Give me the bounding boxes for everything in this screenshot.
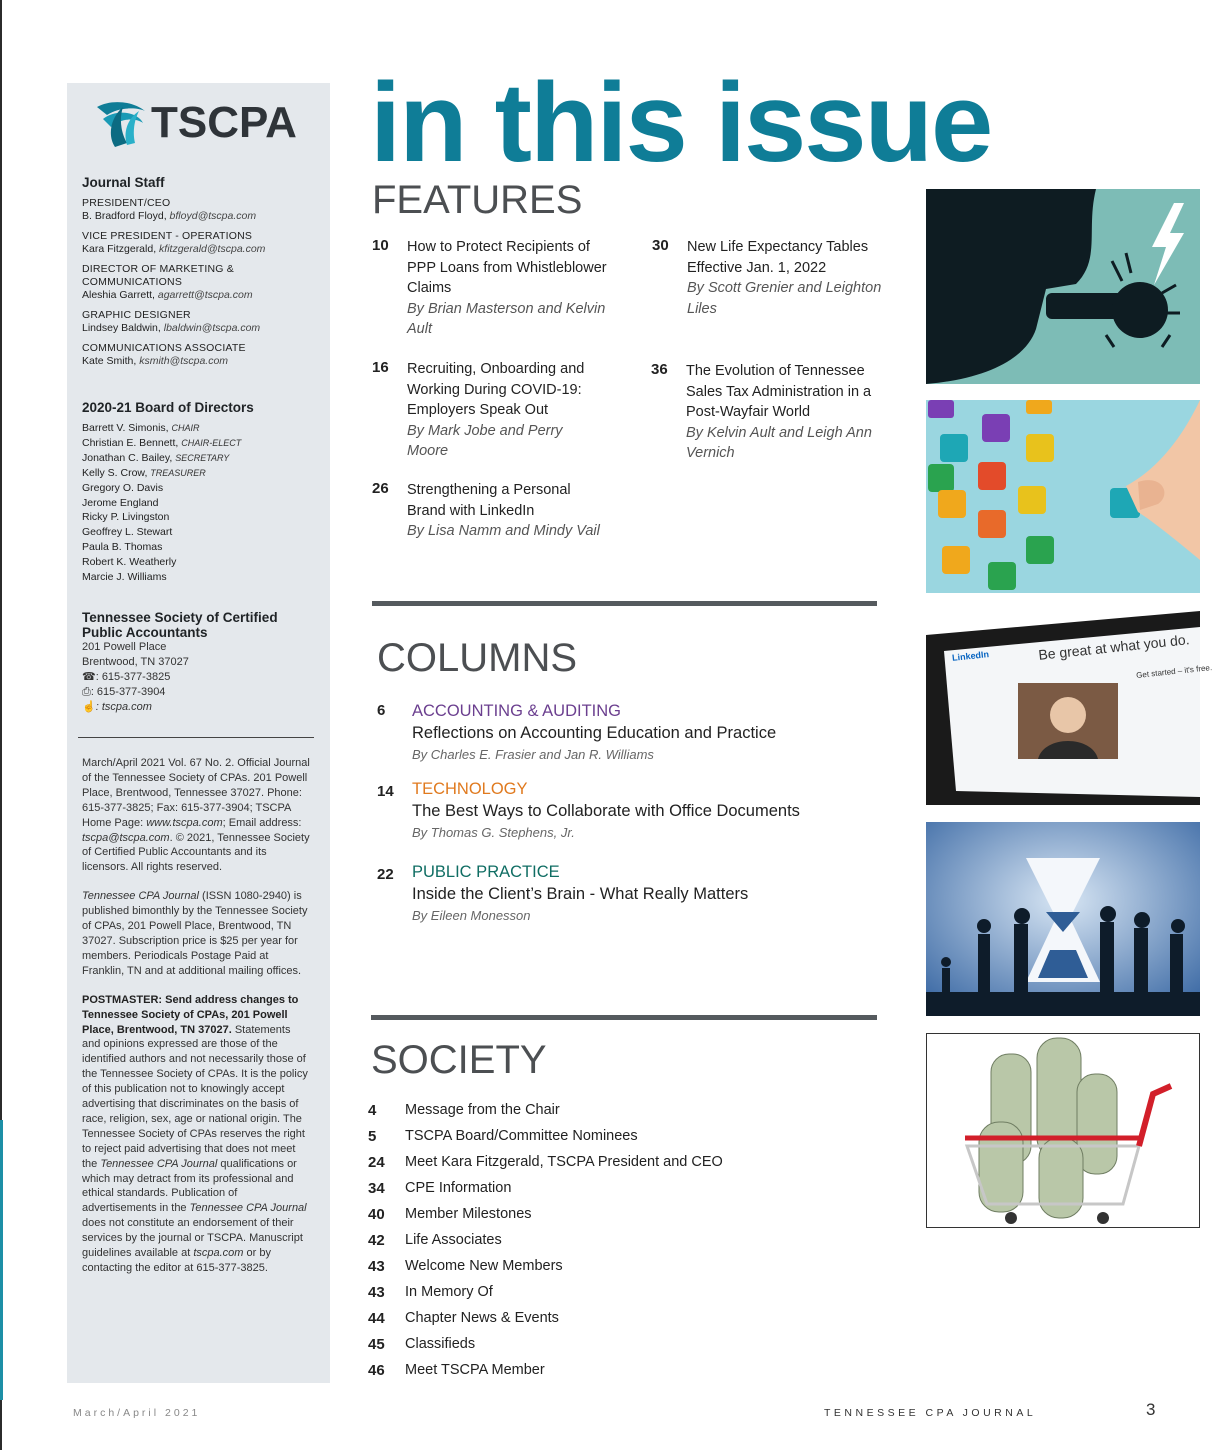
- feature-page-number: 16: [372, 359, 389, 376]
- staff-email[interactable]: bfloyd@tscpa.com: [169, 210, 257, 222]
- society-page-number: 24: [368, 1154, 385, 1171]
- society-label: Classifieds: [405, 1336, 476, 1352]
- board-member-name: Gregory O. Davis: [82, 481, 164, 494]
- board-member-name: Jonathan C. Bailey: [82, 451, 170, 464]
- feature-byline: By Mark Jobe and Perry Moore: [407, 422, 563, 459]
- staff-role: PRESIDENT/CEO: [82, 197, 171, 209]
- tscpa-logo: [93, 97, 313, 149]
- board-member-role: TREASURER: [150, 467, 206, 478]
- feature-page-number: 36: [651, 361, 668, 378]
- board-member-name: Kelly S. Crow: [82, 466, 145, 479]
- feature-byline: By Brian Masterson and Kelvin Ault: [407, 300, 606, 337]
- staff-member: [82, 263, 322, 302]
- column-byline: By Charles E. Frasier and Jan R. Williams: [412, 747, 654, 762]
- journal-staff: [82, 175, 322, 368]
- society-page-number: 4: [368, 1102, 377, 1119]
- staff-email[interactable]: ksmith@tscpa.com: [139, 355, 229, 367]
- money-cart-image: [926, 1033, 1200, 1228]
- society-label: Meet TSCPA Member: [405, 1362, 545, 1378]
- column-title: The Best Ways to Collaborate with Office Documents: [412, 802, 800, 820]
- board-member-name: Geoffrey L. Stewart: [82, 526, 173, 539]
- column-body: [412, 778, 882, 844]
- staff-role: DIRECTOR OF MARKETING & COMMUNICATIONS: [82, 263, 234, 288]
- society-item[interactable]: [368, 1230, 868, 1256]
- footer-issue-date: March/April 2021: [73, 1407, 201, 1419]
- board-member-role: CHAIR-ELECT: [181, 437, 242, 448]
- board-member-name: Marcie J. Williams: [82, 571, 167, 584]
- society-name-2: Public Accountants: [82, 625, 208, 640]
- board-member-role: SECRETARY: [175, 452, 230, 463]
- society-page-number: 42: [368, 1232, 385, 1249]
- board-member: [82, 481, 322, 496]
- feature-body: [407, 237, 607, 340]
- column-page-number: 6: [377, 702, 386, 719]
- society-page-number: 45: [368, 1336, 385, 1353]
- society-name-1: Tennessee Society of Certified: [82, 610, 278, 625]
- board-member: [82, 496, 322, 511]
- column-title: Reflections on Accounting Education and Practice: [412, 724, 777, 742]
- staff-name-line: Lindsey Baldwin, lbaldwin@tscpa.com: [82, 322, 261, 334]
- staff-name-line: Kate Smith, ksmith@tscpa.com: [82, 355, 229, 367]
- staff-name: B. Bradford Floyd: [82, 210, 164, 222]
- feature-byline: By Lisa Namm and Mindy Vail: [407, 523, 600, 539]
- board-member-name: Robert K. Weatherly: [82, 556, 177, 569]
- column-category: ACCOUNTING & AUDITING: [412, 702, 622, 720]
- staff-role: COMMUNICATIONS ASSOCIATE: [82, 342, 246, 354]
- column-byline: By Eileen Monesson: [412, 908, 531, 923]
- feature-title: The Evolution of Tennessee Sales Tax Administration in a Post-Wayfair World: [686, 363, 872, 420]
- features-heading: FEATURES: [372, 178, 583, 222]
- page-edge-accent: [0, 1120, 3, 1400]
- feature-page-number: 30: [652, 237, 669, 254]
- board-member: Jonathan C. Bailey, SECRETARY: [82, 451, 230, 464]
- society-item[interactable]: [368, 1282, 868, 1308]
- society-item[interactable]: [368, 1334, 868, 1360]
- linkedin-tagline: Be great at what you do.: [1037, 631, 1191, 663]
- whistleblower-image: [926, 189, 1200, 384]
- feature-title: How to Protect Recipients of PPP Loans from Whistleblower Claims: [407, 239, 607, 296]
- society-list: [368, 1100, 868, 1386]
- tscpa-logo-icon: [93, 97, 149, 149]
- staff-email[interactable]: kfitzgerald@tscpa.com: [159, 243, 266, 255]
- tscpa-logo-text: TSCPA: [151, 98, 297, 147]
- society-phone: ☎: 615-377-3825: [82, 671, 171, 683]
- society-page-number: 40: [368, 1206, 385, 1223]
- column-byline: By Thomas G. Stephens, Jr.: [412, 825, 575, 840]
- staff-member: [82, 342, 322, 368]
- staff-email[interactable]: agarrett@tscpa.com: [157, 289, 253, 301]
- board-member: Christian E. Bennett, CHAIR-ELECT: [82, 436, 242, 449]
- feature-title: New Life Expectancy Tables Effective Jan. 1, 2022: [687, 239, 869, 276]
- column-category: PUBLIC PRACTICE: [412, 863, 560, 881]
- society-item[interactable]: [368, 1152, 868, 1178]
- columns-heading: COLUMNS: [377, 636, 578, 680]
- society-page-number: 44: [368, 1310, 385, 1327]
- features-divider: [372, 601, 877, 606]
- feature-byline: By Kelvin Ault and Leigh Ann Vernich: [686, 424, 872, 461]
- society-label: Life Associates: [405, 1232, 502, 1248]
- society-label: Chapter News & Events: [405, 1310, 559, 1326]
- board-member: [82, 540, 322, 555]
- board-member-name: Barrett V. Simonis: [82, 422, 166, 434]
- society-label: CPE Information: [405, 1180, 512, 1196]
- staff-role: VICE PRESIDENT - OPERATIONS: [82, 230, 253, 242]
- society-label: TSCPA Board/Committee Nominees: [405, 1128, 638, 1144]
- linkedin-logo: LinkedIn: [951, 649, 990, 663]
- board-member: Kelly S. Crow, TREASURER: [82, 466, 206, 479]
- legal-paragraph-3: POSTMASTER: Send address changes to Tennessee Society of CPAs, 201 Powell Place, Brentwood, TN 37027. Statements and opinions expressed are those of the identified authors and not necessarily those of the Tennessee Society of CPAs. It is the policy of this publication not to knowingly accept advertising that discriminates on the basis of race, religion, sex, age or national origin. The Tennessee Society of CPAs reserves the right to reject paid advertising that does not meet the Tennessee CPA Journal qualifications or which may detract from its professional and ethical standards. Publication of advertisements in the Tennessee CPA Journal does not constitute an endorsement of their services by the journal or TSCPA. Manuscript guidelines available at tscpa.com or by contacting the editor at 615-377-3825.: [82, 993, 308, 1274]
- board-member-role: CHAIR: [171, 423, 200, 433]
- staff-name: Lindsey Baldwin: [82, 322, 158, 334]
- society-item[interactable]: [368, 1100, 868, 1126]
- feature-body: [687, 237, 887, 319]
- page-title: in this issue: [370, 60, 992, 185]
- feature-body: [407, 480, 607, 542]
- page-number: 3: [1146, 1400, 1156, 1419]
- board-member-name: Paula B. Thomas: [82, 541, 163, 554]
- sidebar-divider: [78, 737, 314, 738]
- society-heading: SOCIETY: [371, 1038, 547, 1082]
- society-fax: ⎙: 615-377-3904: [82, 686, 166, 698]
- society-page-number: 34: [368, 1180, 385, 1197]
- sidebar: [67, 83, 330, 1383]
- staff-name: Kara Fitzgerald: [82, 243, 154, 255]
- society-label: Message from the Chair: [405, 1102, 560, 1118]
- society-label: Member Milestones: [405, 1206, 532, 1222]
- staff-name-line: B. Bradford Floyd, bfloyd@tscpa.com: [82, 210, 257, 222]
- society-address-2: Brentwood, TN 37027: [82, 656, 189, 668]
- staff-member: [82, 309, 322, 335]
- society-item[interactable]: [368, 1360, 868, 1386]
- staff-heading: Journal Staff: [82, 175, 165, 190]
- staff-name-line: Kara Fitzgerald, kfitzgerald@tscpa.com: [82, 243, 266, 255]
- society-web[interactable]: ☝: tscpa.com: [82, 701, 152, 713]
- society-item[interactable]: [368, 1126, 868, 1152]
- feature-page-number: 26: [372, 480, 389, 497]
- column-category: TECHNOLOGY: [412, 780, 528, 798]
- board-member-name: Christian E. Bennett: [82, 436, 176, 449]
- board-member: Barrett V. Simonis, CHAIR: [82, 422, 200, 434]
- feature-byline: By Scott Grenier and Leighton Liles: [687, 280, 882, 317]
- society-item[interactable]: [368, 1178, 868, 1204]
- society-label: Welcome New Members: [405, 1258, 563, 1274]
- feature-body: [686, 361, 886, 464]
- feature-body: [407, 359, 607, 462]
- staff-member: [82, 197, 322, 223]
- society-item[interactable]: [368, 1308, 868, 1334]
- footer-journal-name: TENNESSEE CPA JOURNAL: [824, 1407, 1037, 1419]
- hourglass-walkers-image: [926, 822, 1200, 1016]
- linkedin-tablet-image: [926, 611, 1213, 805]
- column-page-number: 22: [377, 866, 394, 883]
- fax-icon: ⎙: [82, 686, 91, 698]
- society-page-number: 46: [368, 1362, 385, 1379]
- society-item[interactable]: [368, 1256, 868, 1282]
- society-page-number: 5: [368, 1128, 377, 1145]
- column-body: [412, 700, 882, 766]
- board-member-name: Ricky P. Livingston: [82, 511, 170, 524]
- society-item[interactable]: [368, 1204, 868, 1230]
- feature-title: Strengthening a Personal Brand with LinkedIn: [407, 482, 571, 519]
- board-heading: 2020-21 Board of Directors: [82, 400, 254, 415]
- staff-email[interactable]: lbaldwin@tscpa.com: [163, 322, 261, 334]
- society-label: Meet Kara Fitzgerald, TSCPA President and CEO: [405, 1154, 723, 1170]
- board-member-name: Jerome England: [82, 496, 159, 509]
- legal-text: [82, 756, 310, 1276]
- society-label: In Memory Of: [405, 1284, 493, 1300]
- society-address-1: 201 Powell Place: [82, 641, 167, 653]
- board-of-directors: [82, 400, 322, 585]
- board-member: [82, 510, 322, 525]
- feature-title: Recruiting, Onboarding and Working During COVID-19: Employers Speak Out: [407, 361, 585, 418]
- legal-paragraph-1: March/April 2021 Vol. 67 No. 2. Official Journal of the Tennessee Society of CPAs. 201 Powell Place, Brentwood, Tennessee 37027. Phone: 615-377-3825; Fax: 615-377-3904; TSCPA Home Page: www.tscpa.com; Email address: tscpa@tscpa.com. © 2021, Tennessee Society of Certified Public Accountants and its licensors. All rights reserved.: [82, 757, 310, 874]
- columns-divider: [371, 1015, 877, 1020]
- linkedin-cta: Get started – it's free.: [1135, 663, 1213, 680]
- column-page-number: 14: [377, 783, 394, 800]
- board-member: [82, 555, 322, 570]
- society-page-number: 43: [368, 1258, 385, 1275]
- society-page-number: 43: [368, 1284, 385, 1301]
- staff-role: GRAPHIC DESIGNER: [82, 309, 191, 321]
- board-member: [82, 525, 322, 540]
- column-title: Inside the Client’s Brain - What Really Matters: [412, 885, 749, 903]
- people-blocks-image: [926, 400, 1200, 593]
- staff-name: Aleshia Garrett: [82, 289, 153, 301]
- board-member: [82, 570, 322, 585]
- feature-page-number: 10: [372, 237, 389, 254]
- legal-paragraph-2: Tennessee CPA Journal (ISSN 1080-2940) is published bimonthly by the Tennessee Society of CPAs, 201 Powell Place, Brentwood, TN 37027. Subscription price is $25 per year for members. Periodicals Postage Paid at Franklin, TN and at additional mailing offices.: [82, 890, 308, 977]
- staff-name: Kate Smith: [82, 355, 134, 367]
- cursor-icon: ☝: [82, 701, 96, 713]
- column-body: [412, 861, 882, 927]
- staff-name-line: Aleshia Garrett, agarrett@tscpa.com: [82, 289, 253, 301]
- phone-icon: ☎: [82, 671, 96, 683]
- staff-member: [82, 230, 322, 256]
- society-contact: [82, 610, 322, 715]
